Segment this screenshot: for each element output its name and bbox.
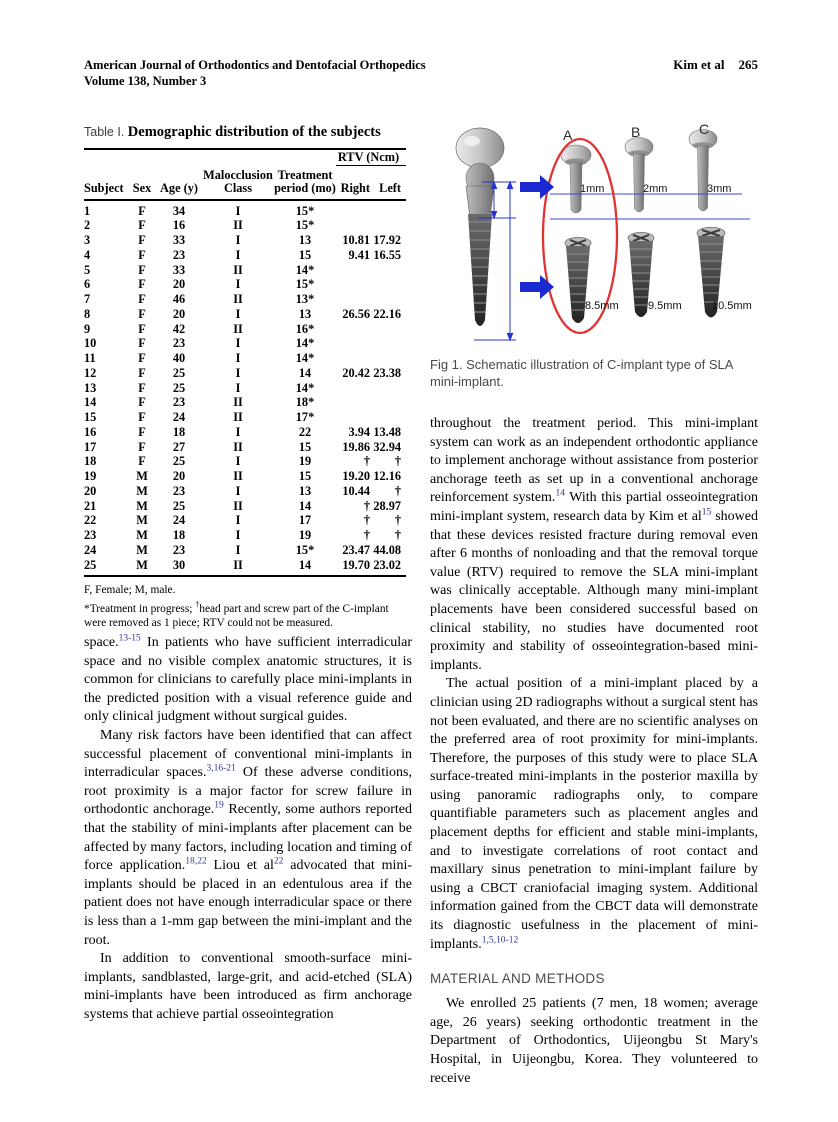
table-cell: 23 bbox=[172, 483, 186, 498]
table-cell: 15* bbox=[295, 542, 315, 557]
table-1-block bbox=[84, 124, 406, 631]
table-row bbox=[84, 543, 406, 558]
table-cell: 5 bbox=[84, 262, 91, 277]
table-cell: 25 bbox=[84, 558, 128, 577]
table-cell: F bbox=[138, 410, 146, 424]
col-subject: Subject bbox=[84, 166, 128, 200]
table-cell: 19.20 bbox=[342, 469, 370, 483]
table-cell: 14 bbox=[274, 558, 336, 577]
table-cell: 23 bbox=[172, 247, 186, 262]
table-row bbox=[84, 233, 406, 248]
table-cell: 24 bbox=[84, 542, 97, 557]
table-cell: 20.42 bbox=[342, 365, 370, 380]
journal-volume: Volume 138, Number 3 bbox=[84, 74, 207, 88]
table-cell: 25 bbox=[172, 454, 186, 469]
table-cell: 18 bbox=[172, 424, 186, 439]
table-cell: † bbox=[363, 528, 370, 542]
figure-caption: Fig 1. Schematic illustration of C-implant type of SLA mini-implant. bbox=[430, 357, 733, 389]
table-cell: M bbox=[136, 528, 148, 542]
table-cell: I bbox=[235, 513, 241, 528]
table-cell: 44.08 bbox=[373, 542, 401, 557]
table-cell: 15 bbox=[298, 247, 312, 262]
table-cell bbox=[370, 395, 406, 410]
arrow-right-icon bbox=[520, 275, 554, 299]
table-row bbox=[84, 513, 406, 528]
table-cell: 9 bbox=[84, 321, 91, 336]
screw-length-label-10.5mm: 10.5mm bbox=[712, 300, 752, 312]
column-label-c: C bbox=[699, 122, 710, 137]
head-part-a bbox=[561, 145, 591, 213]
table-cell bbox=[370, 351, 406, 366]
table-cell: 28.97 bbox=[373, 498, 401, 513]
table-row bbox=[84, 395, 406, 410]
table-cell: 14* bbox=[295, 351, 315, 365]
table-body bbox=[84, 200, 406, 577]
table-cell: 23 bbox=[84, 528, 97, 542]
table-row bbox=[84, 200, 406, 219]
table-cell: 32.94 bbox=[373, 439, 401, 454]
table-cell: I bbox=[235, 351, 241, 365]
table-cell: 9.41 bbox=[348, 247, 370, 262]
table-cell: 2 bbox=[84, 218, 91, 233]
table-row bbox=[84, 381, 406, 396]
table-cell: I bbox=[235, 306, 241, 321]
table-cell: I bbox=[235, 277, 241, 292]
implant-diagram bbox=[430, 122, 760, 348]
table-cell: I bbox=[235, 203, 241, 218]
table-cell: 12.16 bbox=[373, 469, 401, 483]
head-length-label-1mm: 1mm bbox=[580, 183, 605, 195]
table-cell: I bbox=[235, 528, 241, 542]
table-header-row bbox=[84, 166, 406, 200]
table-cell: 17.92 bbox=[373, 233, 401, 247]
table-cell: 10.81 bbox=[342, 233, 370, 247]
table-cell: M bbox=[136, 469, 148, 483]
table-cell: 23.38 bbox=[373, 365, 401, 380]
journal-title: American Journal of Orthodontics and Dentofacial Orthopedics bbox=[84, 58, 426, 72]
table-cell: 14 bbox=[298, 498, 312, 513]
table-cell: † bbox=[394, 528, 401, 542]
table-cell bbox=[336, 292, 370, 307]
table-cell bbox=[370, 292, 406, 307]
table-cell: 19.86 bbox=[342, 439, 370, 454]
table-row bbox=[84, 248, 406, 263]
table-cell bbox=[336, 351, 370, 366]
table-cell: 17* bbox=[295, 410, 315, 424]
paragraph: We enrolled 25 patients (7 men, 18 women; average age, 26 years) seeking orthodontic treatment in the Department of Orthodontics, Uijeongbu St Mary's Hospital, in Uijeongbu, Korea. They volunteered to receive bbox=[430, 996, 758, 1086]
table-cell: F bbox=[138, 395, 146, 410]
header-authors: Kim et al bbox=[673, 57, 725, 72]
table-cell: II bbox=[233, 292, 243, 306]
paragraph: space.$^{13-15}$ In patients who have sufficient interradicular space and no visible complex anatomic structures, it is common for clinicians to carefully place mini-implants in the predicted position with a visual reference guide and only clinical judgment without surgical guides. bbox=[84, 633, 412, 725]
table-cell: M bbox=[136, 513, 148, 528]
table-cell: I bbox=[235, 424, 241, 439]
table-row bbox=[84, 277, 406, 292]
table-cell: II bbox=[202, 558, 274, 577]
table-cell: F bbox=[138, 321, 146, 336]
table-cell: 18 bbox=[84, 454, 97, 469]
table-cell: 33 bbox=[172, 233, 186, 247]
table-cell: 22 bbox=[84, 513, 97, 528]
screw-length-label-9.5mm: 9.5mm bbox=[648, 300, 682, 312]
table-cell: I bbox=[235, 483, 241, 498]
table-cell bbox=[336, 263, 370, 278]
table-cell: M bbox=[136, 483, 148, 498]
table-cell: 14* bbox=[295, 380, 315, 395]
table-cell bbox=[370, 200, 406, 219]
table-cell: F bbox=[138, 277, 146, 292]
table-cell: 16 bbox=[172, 218, 186, 233]
table-row bbox=[84, 558, 406, 577]
table-cell: 21 bbox=[84, 498, 97, 513]
table-cell: 23 bbox=[172, 542, 186, 557]
table-cell: 1 bbox=[84, 203, 91, 218]
table-cell: † bbox=[394, 513, 401, 528]
table-cell: 17 bbox=[84, 439, 97, 454]
table-cell: 15* bbox=[295, 218, 315, 233]
table-cell: 17 bbox=[298, 513, 312, 528]
table-cell: II bbox=[233, 262, 243, 277]
table-cell: 15* bbox=[295, 203, 315, 218]
paragraph: The actual position of a mini-implant placed by a clinician using 2D radiographs without a surgical stent has not been evaluated, and there are no scientific analyses on the preferred area of root proximity for mini-implants. Therefore, the purposes of this study were to place SLA surface-treated mini-implants in the posterior maxilla by using panoramic radiographs only, to compare quantifiable parameters such as placement angles and placement depths for efficient and stable mini-implants, and to investigate correlations of root contact and maxillary sinus penetration to mini-implant failure by using a CBCT craniofacial imaging system. Additional information gained from the CBCT data will demonstrate its diagnostic usefulness in the placement of mini-implants.$^{1,5,10-12}$ bbox=[430, 676, 758, 952]
screw-length-label-8.5mm: 8.5mm bbox=[585, 300, 619, 312]
table-row bbox=[84, 499, 406, 514]
table-cell: 13 bbox=[84, 380, 97, 395]
footnote-sex-key: F, Female; M, male. bbox=[84, 584, 176, 597]
head-part-c bbox=[689, 130, 717, 212]
table-cell: 18* bbox=[295, 395, 315, 410]
table-cell: 40 bbox=[172, 351, 186, 365]
journal-header bbox=[84, 57, 426, 89]
table-cell: F bbox=[138, 247, 146, 262]
table-cell: F bbox=[138, 262, 146, 277]
table-cell: 46 bbox=[172, 292, 186, 306]
table-cell: I bbox=[235, 380, 241, 395]
table-cell bbox=[336, 322, 370, 337]
table-row bbox=[84, 351, 406, 366]
table-cell: F bbox=[138, 351, 146, 365]
table-cell: 12 bbox=[84, 365, 97, 380]
col-sex: Sex bbox=[128, 166, 156, 200]
table-cell: II bbox=[233, 469, 243, 483]
table-cell: F bbox=[138, 203, 146, 218]
col-malocclusion: Malocclusion Class bbox=[202, 166, 274, 200]
table-cell: 19 bbox=[84, 469, 97, 483]
table-cell bbox=[370, 322, 406, 337]
table-cell: F bbox=[138, 218, 146, 233]
table-cell: 3.94 bbox=[348, 424, 370, 439]
table-cell: 22 bbox=[298, 424, 312, 439]
table-cell: F bbox=[138, 424, 146, 439]
table-cell bbox=[336, 381, 370, 396]
table-cell: 30 bbox=[156, 558, 202, 577]
left-column bbox=[84, 634, 412, 1024]
table-row bbox=[84, 307, 406, 322]
paragraph: throughout the treatment period. This mini-implant system can work as an independent orthodontic appliance to implement anchorage without assistance from posterior anchorage teeth as set up in a conventional anchorage reinforcement system.$^{14}$ With this partial osseointegration mini-implant system, research data by Kim et $al^{15}$ showed that these devices resisted fracture during removal even after 6 months of nonloading and that the removal torque value (RTV) required to remove the SLA mini-implant was clinically acceptable. Although many mini-implant placements have been considered successful based on clinical stability, no studies have documented root proximity and stability of osseointegration-based mini-implants. bbox=[430, 416, 758, 673]
table-row bbox=[84, 454, 406, 469]
demographics-table bbox=[84, 148, 406, 577]
table-cell: 25 bbox=[172, 498, 186, 513]
table-cell: 14 bbox=[84, 395, 97, 410]
table-title-text: Demographic distribution of the subjects bbox=[127, 124, 381, 140]
table-cell: 18 bbox=[172, 528, 186, 542]
table-cell: 24 bbox=[172, 513, 186, 528]
table-row bbox=[84, 218, 406, 233]
head-part-b bbox=[625, 138, 653, 213]
table-cell: 15 bbox=[298, 439, 312, 454]
table-cell: F bbox=[138, 365, 146, 380]
footnote-symbols: *Treatment in progress; †head part and screw part of the C-implant were removed as 1 piece; RTV could not be measured. bbox=[84, 599, 389, 630]
table-cell bbox=[370, 263, 406, 278]
table-cell: 13* bbox=[295, 292, 315, 306]
col-treatment-period: Treatment period (mo) bbox=[274, 166, 336, 200]
table-row bbox=[84, 528, 406, 543]
table-cell: II bbox=[233, 395, 243, 410]
table-cell: 22.16 bbox=[373, 306, 401, 321]
table-cell: 26.56 bbox=[342, 306, 370, 321]
table-cell: 8 bbox=[84, 306, 91, 321]
table-cell: † bbox=[363, 454, 370, 469]
table-cell: I bbox=[235, 336, 241, 351]
table-cell: F bbox=[138, 454, 146, 469]
page-header-right bbox=[430, 57, 758, 73]
table-row bbox=[84, 336, 406, 351]
table-cell: I bbox=[235, 365, 241, 380]
table-row bbox=[84, 292, 406, 307]
right-column-text bbox=[430, 415, 758, 1088]
table-cell: M bbox=[128, 558, 156, 577]
column-label-a: A bbox=[563, 127, 573, 143]
table-cell: I bbox=[235, 454, 241, 469]
table-cell: M bbox=[136, 498, 148, 513]
table-cell: † bbox=[363, 498, 370, 513]
table-cell: 20 bbox=[172, 306, 186, 321]
table-row bbox=[84, 425, 406, 440]
table-cell: F bbox=[138, 233, 146, 247]
table-cell: II bbox=[233, 498, 243, 513]
figure-1 bbox=[430, 122, 760, 348]
head-length-label-2mm: 2mm bbox=[643, 183, 668, 195]
table-cell bbox=[370, 381, 406, 396]
arrow-right-icon bbox=[520, 175, 554, 199]
table-cell: 23.02 bbox=[370, 558, 406, 577]
table-cell: 16* bbox=[295, 321, 315, 336]
table-cell: 14* bbox=[295, 262, 315, 277]
table-cell: 25 bbox=[172, 365, 186, 380]
table-cell: F bbox=[138, 292, 146, 306]
table-cell: 23 bbox=[172, 336, 186, 351]
table-cell: I bbox=[235, 247, 241, 262]
table-cell: 7 bbox=[84, 292, 91, 306]
paragraph: In addition to conventional smooth-surface mini-implants, sandblasted, large-grit, and acid-etched (SLA) mini-implants have been introduced as firm anchorage systems that achieve partial osseointegration bbox=[84, 951, 412, 1022]
table-cell: 16.55 bbox=[373, 247, 401, 262]
table-cell: 15 bbox=[84, 410, 97, 424]
table-cell: 14 bbox=[298, 365, 312, 380]
table-cell bbox=[370, 410, 406, 425]
col-age: Age (y) bbox=[156, 166, 202, 200]
page-number: 265 bbox=[738, 57, 758, 72]
table-label: Table I. bbox=[84, 125, 125, 139]
table-cell: 4 bbox=[84, 247, 91, 262]
table-cell: 19 bbox=[298, 528, 312, 542]
table-cell bbox=[336, 395, 370, 410]
table-cell: 42 bbox=[172, 321, 186, 336]
table-cell: 11 bbox=[84, 351, 96, 365]
table-row bbox=[84, 263, 406, 278]
table-cell: 20 bbox=[84, 483, 97, 498]
table-cell: 13 bbox=[298, 483, 312, 498]
table-cell: 16 bbox=[84, 424, 97, 439]
table-cell: 14* bbox=[295, 336, 315, 351]
rtv-group-header: RTV (Ncm) bbox=[336, 149, 406, 166]
table-row bbox=[84, 410, 406, 425]
table-cell: 15 bbox=[298, 469, 312, 483]
head-length-label-3mm: 3mm bbox=[707, 183, 732, 195]
table-cell: 20 bbox=[172, 469, 186, 483]
table-cell bbox=[336, 410, 370, 425]
table-cell: 13 bbox=[298, 233, 312, 247]
table-cell: 20 bbox=[172, 277, 186, 292]
table-cell: 19 bbox=[298, 454, 312, 469]
right-column bbox=[430, 122, 760, 1088]
table-cell: II bbox=[233, 218, 243, 233]
table-cell bbox=[370, 336, 406, 351]
table-row bbox=[84, 440, 406, 455]
col-rtv-left: Left bbox=[370, 166, 406, 200]
table-cell: 15* bbox=[295, 277, 315, 292]
table-cell: F bbox=[138, 439, 146, 454]
table-cell: 24 bbox=[172, 410, 186, 424]
paragraph: Many risk factors have been identified that can affect successful placement of conventional mini-implants in interradicular spaces.$^{3,16-21}$ Of these adverse conditions, root proximity is a major factor for screw failure in orthodontic anchorage.$^{19}$ Recently, some authors reported that the stability of mini-implants after placement can be affected by many factors, including location and timing of force application.$^{18,22}$ Liou et $al^{22}$ advocated that mini-implants should be placed in an edentulous area if the patient does not have enough interradicular space or there is less than a 1-mm gap between the mini-implant and the root. bbox=[84, 727, 413, 948]
table-row bbox=[84, 366, 406, 381]
table-cell: F bbox=[138, 306, 146, 321]
table-cell: I bbox=[235, 542, 241, 557]
table-cell: I bbox=[235, 233, 241, 247]
table-cell: † bbox=[363, 513, 370, 528]
table-cell: † bbox=[394, 483, 401, 498]
assembled-implant-illustration bbox=[456, 128, 504, 326]
table-cell bbox=[336, 277, 370, 292]
table-cell: II bbox=[233, 321, 243, 336]
table-cell: † bbox=[394, 454, 401, 469]
table-row bbox=[84, 322, 406, 337]
table-cell bbox=[370, 277, 406, 292]
table-title bbox=[84, 124, 406, 141]
table-cell: 23.47 bbox=[342, 542, 370, 557]
table-row bbox=[84, 469, 406, 484]
table-cell: 34 bbox=[172, 203, 186, 218]
column-label-b: B bbox=[631, 124, 641, 140]
table-cell: 33 bbox=[172, 262, 186, 277]
table-cell: 10.44 bbox=[342, 483, 370, 498]
table-cell: 25 bbox=[172, 380, 186, 395]
section-heading: MATERIAL AND METHODS bbox=[430, 971, 605, 987]
table-cell: F bbox=[138, 380, 146, 395]
table-group-header-row bbox=[84, 149, 406, 166]
table-cell: 10 bbox=[84, 336, 97, 351]
table-row bbox=[84, 484, 406, 499]
table-cell: 27 bbox=[172, 439, 186, 454]
table-cell bbox=[336, 218, 370, 233]
table-cell: 19.70 bbox=[336, 558, 370, 577]
table-cell: F bbox=[138, 336, 146, 351]
table-cell: 13 bbox=[298, 306, 312, 321]
table-cell bbox=[336, 336, 370, 351]
table-cell: II bbox=[233, 410, 243, 424]
table-cell bbox=[370, 218, 406, 233]
col-rtv-right: Right bbox=[336, 166, 370, 200]
table-cell: 23 bbox=[172, 395, 186, 410]
table-cell: M bbox=[136, 542, 148, 557]
table-cell: II bbox=[233, 439, 243, 454]
table-cell: 3 bbox=[84, 233, 91, 247]
table-cell bbox=[336, 200, 370, 219]
table-cell: 13.48 bbox=[373, 424, 401, 439]
table-cell: 6 bbox=[84, 277, 91, 292]
table-footnotes bbox=[84, 583, 406, 631]
